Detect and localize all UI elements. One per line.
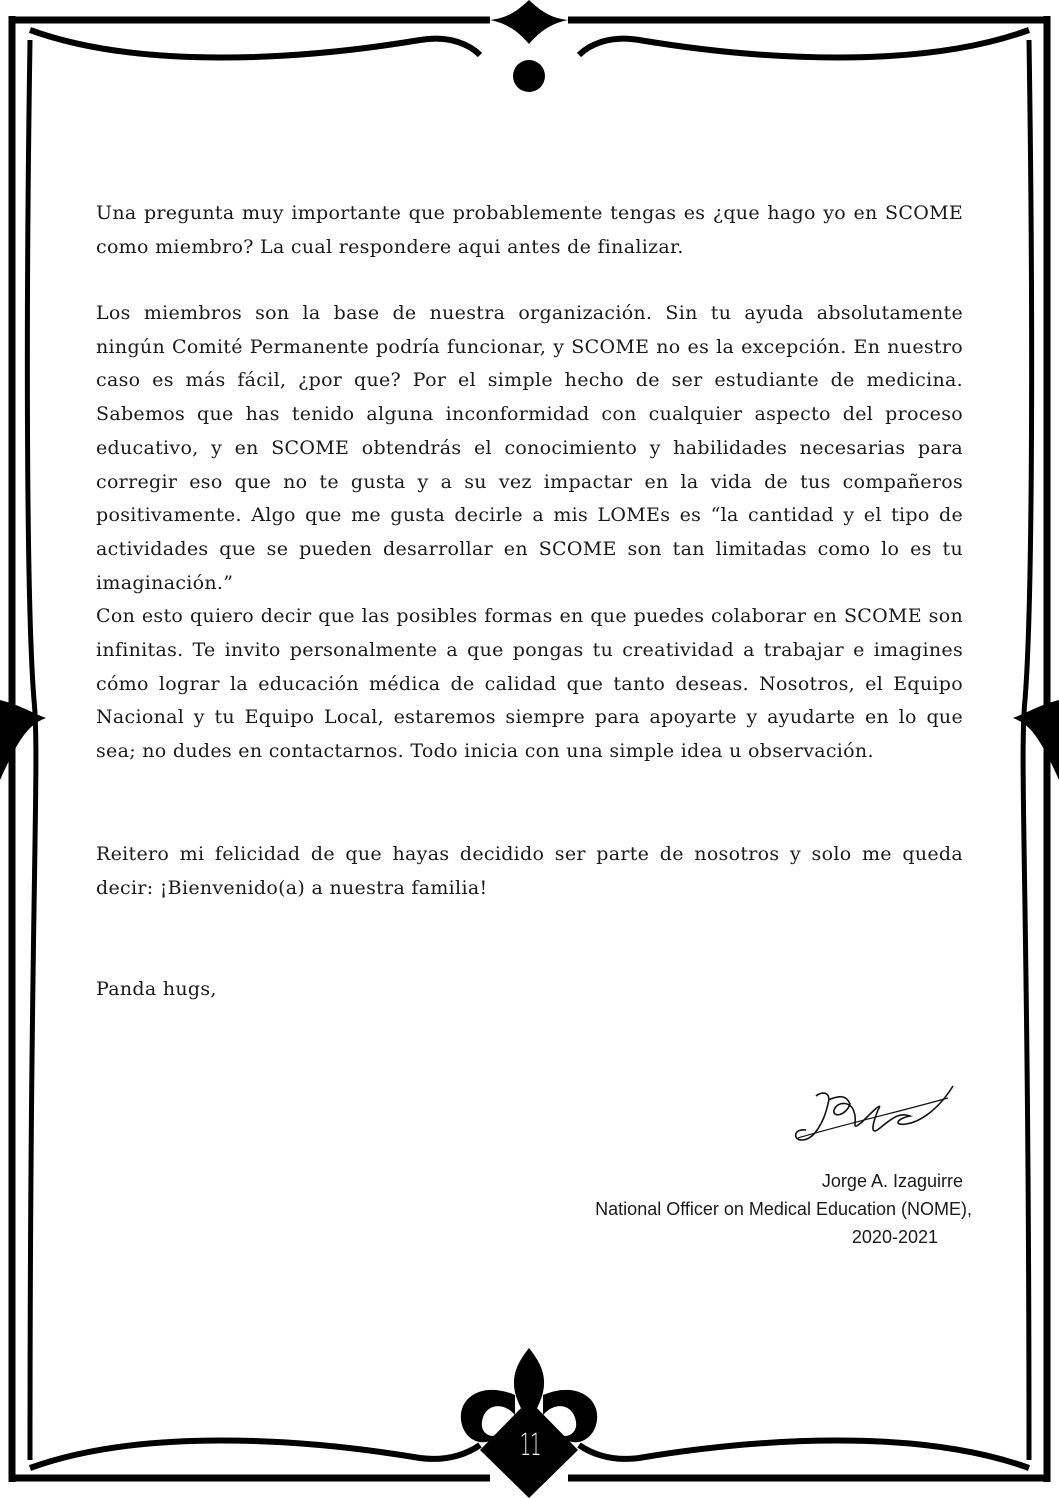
paragraph-2: Los miembros son la base de nuestra organización. Sin tu ayuda absolutamente ningún Comité Permanente podría funcionar, y SCOME no es la excepción. En nuestro caso es más fácil, ¿por que? Por el simple hecho de ser estudiante de medicina. Sabemos que has tenido alguna inconformidad con cualquier aspecto del proceso educativo, y en SCOME obtendrás el conocimiento y habilidades necesarias para corregir eso que no te gusta y a su vez impactar en la vida de tus compañeros positivamente. Algo que me gusta decirle a mis LOMEs es “la cantidad y el tipo de actividades que se pueden desarrollar en SCOME son tan limitadas como lo es tu imaginación.”	[96, 302, 963, 594]
paragraph-1: Una pregunta muy importante que probablemente tengas es ¿que hago yo en SCOME como miembro? La cual respondere aqui antes de finalizar.	[96, 202, 963, 258]
paragraph-3: Con esto quiero decir que las posibles formas en que puedes colaborar en SCOME son infinitas. Te invito personalmente a que pongas tu creatividad a trabajar e imagines cómo lograr la educación médica de calidad que tanto deseas. Nosotros, el Equipo Nacional y tu Equipo Local, estaremos siempre para apoyarte y ayudarte en lo que sea; no dudes en contactarnos. Todo inicia con una simple idea u observación.	[96, 605, 963, 763]
page-number: 11	[519, 1428, 541, 1463]
signatory-title: National Officer on Medical Education (NOME),	[595, 1199, 972, 1219]
handwritten-signature	[788, 1082, 958, 1160]
signatory-name: Jorge A. Izaguirre	[821, 1171, 963, 1191]
welcome-paragraph	[96, 838, 963, 905]
members-paragraph	[96, 297, 963, 769]
closing-line: Panda hugs,	[96, 978, 217, 1000]
paragraph-4: Reitero mi felicidad de que hayas decidido ser parte de nosotros y solo me queda decir: ¡Bienvenido(a) a nuestra familia!	[96, 843, 963, 899]
intro-paragraph	[96, 197, 963, 264]
signatory-years: 2020-2021	[851, 1227, 938, 1247]
